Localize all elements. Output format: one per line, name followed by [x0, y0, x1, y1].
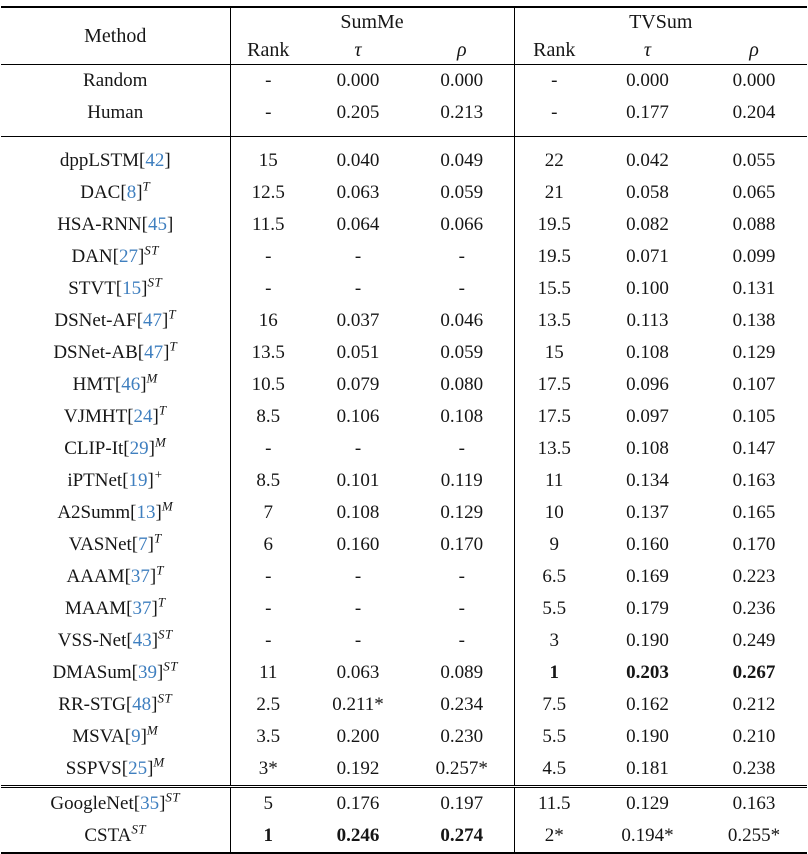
summe-rank-cell: 3*	[230, 753, 306, 787]
method-name: DSNet-AB	[53, 342, 138, 363]
method-cell: $MSVA[9]^M$	[72, 722, 159, 747]
method-superscript: T	[157, 594, 166, 610]
method-name: VSS-Net	[57, 630, 127, 651]
summe-rank-cell: 2.5	[230, 689, 306, 721]
tvsum-rho-cell: 0.204	[732, 102, 776, 123]
summe-rho-cell: 0.059	[440, 342, 484, 363]
summe-rank-cell: 6	[230, 529, 306, 561]
summe-rho-cell: -	[458, 438, 465, 459]
table-row	[1, 97, 807, 137]
method-superscript: +	[153, 466, 164, 482]
tvsum-rank-cell: 2*	[514, 820, 594, 853]
tvsum-tau-cell: 0.203	[626, 662, 669, 683]
tvsum-rank-cell: 19.5	[514, 241, 594, 273]
summe-rho-cell: 0.129	[440, 502, 484, 523]
tvsum-rank-cell: 19.5	[514, 209, 594, 241]
summe-rho-cell: -	[458, 566, 465, 587]
tvsum-rank-cell: 17.5	[514, 369, 594, 401]
tvsum-tau-cell: 0.071	[626, 246, 669, 267]
method-superscript: T	[156, 562, 164, 578]
summe-rho-cell: 0.080	[440, 374, 484, 395]
method-name: Human	[87, 102, 144, 123]
summe-tau-cell: 0.079	[336, 374, 380, 395]
method-cell	[1, 820, 230, 853]
summe-tau-cell: 0.160	[336, 534, 380, 555]
method-name: Random	[83, 70, 148, 91]
summe-rho-cell: -	[458, 246, 465, 267]
method-superscript: ST	[163, 658, 179, 674]
table-row	[1, 209, 807, 241]
citation-link[interactable]: 39	[137, 662, 157, 683]
summe-rho-cell: 0.170	[440, 534, 484, 555]
summe-tau-cell: 0.000	[336, 70, 380, 91]
citation-link[interactable]: 37	[132, 598, 152, 619]
tvsum-tau-cell: 0.190	[626, 630, 669, 651]
citation-link[interactable]: 42	[145, 150, 165, 171]
summe-rank-header: Rank	[230, 36, 306, 65]
tvsum-rank-cell: 9	[514, 529, 594, 561]
method-superscript: T	[169, 338, 178, 354]
method-name: VASNet	[68, 534, 132, 555]
table-row	[1, 465, 807, 497]
tvsum-tau-cell: 0.169	[626, 566, 669, 587]
tvsum-rank-cell: 10	[514, 497, 594, 529]
tvsum-tau-cell: 0.160	[626, 534, 669, 555]
tvsum-rho-cell: 0.223	[732, 566, 776, 587]
tvsum-tau-cell: 0.058	[626, 182, 669, 203]
method-name: DMASum	[52, 662, 132, 683]
tvsum-tau-cell: 0.190	[626, 726, 669, 747]
table-row	[1, 561, 807, 593]
method-cell: $AAAM[37]^T$	[66, 562, 164, 587]
tvsum-rho-cell: 0.238	[732, 758, 776, 779]
method-cell: HSA-RNN[45]	[57, 214, 174, 235]
method-cell: CLIP-$It[29]^M$	[64, 434, 167, 459]
table-row	[1, 65, 807, 98]
summe-rho-cell: 0.234	[440, 694, 484, 715]
citation-link[interactable]: 48	[132, 694, 152, 715]
tvsum-rho-cell: 0.236	[732, 598, 776, 619]
method-superscript: ST	[144, 242, 160, 258]
summe-rho-cell: 0.274	[440, 825, 484, 846]
tvsum-rho-cell: 0.147	[732, 438, 776, 459]
summe-rho-cell: 0.257*	[435, 758, 488, 779]
table-header	[1, 7, 807, 65]
method-name: A2Summ	[57, 502, 131, 523]
method-cell	[1, 65, 230, 98]
summe-rank-cell: 10.5	[230, 369, 306, 401]
tvsum-rank-cell: 11.5	[514, 787, 594, 821]
tvsum-tau-cell: 0.042	[594, 137, 701, 178]
tvsum-rho-cell: 0.000	[732, 70, 776, 91]
citation-link[interactable]: 13	[136, 502, 156, 523]
method-superscript: T	[153, 530, 162, 546]
method-cell: DSNet-$AF[47]^T$	[54, 306, 177, 331]
summe-tau-cell: -	[354, 278, 362, 299]
method-superscript: ST	[147, 274, 163, 290]
summe-rank-cell: 13.5	[230, 337, 306, 369]
tvsum-rank-cell: 21	[514, 177, 594, 209]
tvsum-rho-cell: 0.165	[732, 502, 776, 523]
table-row	[1, 401, 807, 433]
summe-tau-cell: 0.205	[336, 102, 380, 123]
method-cell: $RR-STG[48]^{ST}$	[58, 690, 173, 715]
summe-tau-cell: -	[354, 598, 362, 619]
summe-rho-cell: 0.197	[410, 787, 514, 821]
tvsum-rho-cell: 0.107	[732, 374, 776, 395]
citation-link[interactable]: 45	[147, 214, 167, 235]
method-cell: $MAAM[37]^T$	[64, 594, 166, 619]
tvsum-rho-cell: 0.065	[732, 182, 776, 203]
citation-link[interactable]: 43	[132, 630, 152, 651]
method-superscript: T	[168, 306, 177, 322]
method-name: AAAM	[66, 566, 125, 587]
summe-rank-cell: -	[230, 433, 306, 465]
summe-tau-cell: -	[354, 566, 362, 587]
tvsum-rank-cell: 11	[514, 465, 594, 497]
tvsum-tau-cell: 0.177	[626, 102, 669, 123]
summe-rho-cell: 0.046	[440, 310, 484, 331]
method-superscript: M	[154, 434, 167, 450]
summe-tau-cell: -	[354, 630, 362, 651]
tvsum-rho-cell: 0.088	[732, 214, 776, 235]
table-row	[1, 625, 807, 657]
summe-rank-cell: 3.5	[230, 721, 306, 753]
tvsum-rho-cell: 0.249	[732, 630, 776, 651]
summe-rho-cell: 0.059	[440, 182, 484, 203]
method-cell: $A2Summ[13]^M$	[57, 498, 174, 523]
tvsum-rank-cell: -	[514, 65, 594, 98]
method-cell: $HMT[46]^M$	[72, 370, 158, 395]
tvsum-tau-cell: 0.100	[626, 278, 669, 299]
method-cell: $SSPVS[25]^M$	[65, 754, 165, 779]
summe-tau-cell: -	[354, 246, 362, 267]
table-row	[1, 529, 807, 561]
tvsum-rank-cell: 17.5	[514, 401, 594, 433]
tvsum-rho-cell: 0.267	[732, 662, 776, 683]
method-name: dppLSTM	[59, 150, 140, 171]
summe-tau-cell: 0.211*	[332, 694, 384, 715]
method-superscript: T	[158, 402, 167, 418]
table-row	[1, 273, 807, 305]
summe-rho-cell: -	[458, 278, 465, 299]
method-cell: $VASNet[7]^T$	[68, 530, 162, 555]
tvsum-tau-cell: 0.134	[626, 470, 669, 491]
table-row	[1, 177, 807, 209]
tvsum-rank-cell: 13.5	[514, 433, 594, 465]
method-name: DAC	[80, 182, 121, 203]
tvsum-rho-cell: 0.163	[701, 787, 807, 821]
summe-tau-cell: 0.192	[336, 758, 380, 779]
tvsum-tau-cell: 0.096	[626, 374, 669, 395]
method-name: CSTA	[84, 825, 132, 846]
summe-tau-cell: 0.176	[306, 787, 410, 821]
citation-link[interactable]: 35	[140, 793, 160, 814]
tvsum-rho-cell: 0.055	[701, 137, 807, 178]
tvsum-rank-cell: 5.5	[514, 593, 594, 625]
tvsum-rank-cell: 22	[514, 137, 594, 178]
tvsum-tau-cell: 0.194*	[621, 825, 674, 846]
summe-rank-cell: 7	[230, 497, 306, 529]
tvsum-tau-cell: 0.179	[626, 598, 669, 619]
table-row	[1, 787, 807, 821]
summe-tau-cell: -	[354, 438, 362, 459]
tvsum-tau-cell: 0.129	[594, 787, 701, 821]
tvsum-rank-cell: 15.5	[514, 273, 594, 305]
method-superscript: M	[161, 498, 174, 514]
summe-rank-cell: -	[230, 625, 306, 657]
method-name: RR-STG	[58, 694, 126, 715]
table-row	[1, 369, 807, 401]
citation-link[interactable]: 15	[122, 278, 142, 299]
results-table	[1, 6, 807, 854]
summe-rank-cell: 11.5	[230, 209, 306, 241]
method-name: MSVA	[72, 726, 125, 747]
method-superscript: ST	[131, 821, 147, 837]
tvsum-group-header: TVSum	[514, 7, 807, 36]
table-row	[1, 337, 807, 369]
method-superscript: M	[153, 754, 165, 770]
summe-rho-cell: 0.230	[440, 726, 484, 747]
method-name: CLIP-It	[64, 438, 124, 459]
tvsum-rank-cell: -	[514, 97, 594, 137]
tvsum-tau-cell: 0.097	[626, 406, 669, 427]
method-cell: $DMASum[39]^{ST}$	[52, 658, 179, 683]
summe-rank-cell: -	[230, 97, 306, 137]
method-name: DAN	[71, 246, 113, 267]
citation-link[interactable]: 47	[143, 310, 163, 331]
table-row	[1, 689, 807, 721]
summe-rho-cell: 0.108	[440, 406, 484, 427]
method-superscript: ST	[157, 690, 173, 706]
tvsum-rho-cell: 0.255*	[727, 825, 781, 846]
method-cell: VSS-$Net[43]^{ST}$	[57, 626, 173, 651]
table-row	[1, 593, 807, 625]
method-name: DSNet-AF	[54, 310, 137, 331]
tvsum-tau-cell: 0.137	[626, 502, 669, 523]
method-cell: $STVT[15]^{ST}$	[68, 274, 163, 299]
table-row	[1, 137, 807, 178]
summe-rank-cell: 8.5	[230, 465, 306, 497]
summe-rank-cell: -	[230, 561, 306, 593]
citation-link[interactable]: 29	[129, 438, 149, 459]
tvsum-rank-cell: 7.5	[514, 689, 594, 721]
summe-rank-cell: -	[230, 241, 306, 273]
summe-tau-cell: 0.200	[336, 726, 380, 747]
summe-rank-cell: 15	[230, 137, 306, 178]
summe-rho-cell: 0.089	[440, 662, 484, 683]
method-superscript: M	[146, 370, 158, 386]
summe-rank-cell: -	[230, 593, 306, 625]
tvsum-rank-cell: 3	[514, 625, 594, 657]
header-row-groups	[1, 7, 807, 36]
table-row	[1, 497, 807, 529]
summe-rank-cell: 11	[230, 657, 306, 689]
summe-tau-cell: 0.106	[336, 406, 380, 427]
tvsum-rho-cell: 0.138	[732, 310, 776, 331]
summe-rho-cell: 0.049	[410, 137, 514, 178]
table-row	[1, 433, 807, 465]
summe-rank-cell: 16	[230, 305, 306, 337]
summe-group-header: SumMe	[230, 7, 514, 36]
tvsum-tau-cell: 0.162	[626, 694, 669, 715]
tvsum-rho-cell: 0.099	[732, 246, 776, 267]
table-row	[1, 305, 807, 337]
method-column-header: Method	[1, 7, 230, 65]
method-superscript: ST	[165, 789, 181, 805]
citation-link[interactable]: 27	[118, 246, 138, 267]
tvsum-rho-cell: 0.212	[732, 694, 776, 715]
summe-rho-header: ρ	[410, 36, 514, 65]
summe-tau-cell: 0.040	[306, 137, 410, 178]
method-name: HMT	[72, 374, 115, 395]
tvsum-tau-cell: 0.181	[626, 758, 669, 779]
citation-link[interactable]: 25	[128, 758, 148, 779]
summe-tau-cell: 0.063	[336, 662, 380, 683]
summe-rank-cell: -	[230, 273, 306, 305]
summe-tau-cell: 0.108	[336, 502, 380, 523]
method-cell: dppLSTM[42]	[1, 137, 230, 178]
table-row	[1, 820, 807, 853]
method-name: GoogleNet	[50, 793, 134, 814]
tvsum-rho-cell: 0.210	[732, 726, 776, 747]
summe-rank-cell: 12.5	[230, 177, 306, 209]
table-row	[1, 721, 807, 753]
citation-link[interactable]: 24	[133, 406, 153, 427]
tvsum-rank-cell: 5.5	[514, 721, 594, 753]
summe-rank-cell: 5	[230, 787, 306, 821]
summe-tau-cell: 0.064	[336, 214, 380, 235]
method-superscript: T	[142, 178, 151, 194]
summe-tau-cell: 0.246	[336, 825, 380, 846]
tvsum-rho-cell: 0.163	[732, 470, 776, 491]
tvsum-rho-cell: 0.170	[732, 534, 776, 555]
method-name: STVT	[68, 278, 116, 299]
tvsum-tau-cell: 0.108	[626, 342, 669, 363]
summe-tau-header: τ	[306, 36, 410, 65]
summe-rho-cell: -	[458, 630, 465, 651]
summe-tau-cell: 0.037	[336, 310, 380, 331]
citation-link[interactable]: 8	[126, 182, 137, 203]
method-name: iPTNet	[67, 470, 123, 491]
summe-rho-cell: 0.119	[440, 470, 483, 491]
tvsum-rank-header: Rank	[514, 36, 594, 65]
tvsum-rank-cell: 15	[514, 337, 594, 369]
method-name: MAAM	[64, 598, 127, 619]
table-row	[1, 241, 807, 273]
method-name: HSA-RNN	[57, 214, 142, 235]
tvsum-rho-header: ρ	[701, 36, 807, 65]
summe-rho-cell: 0.066	[440, 214, 484, 235]
citation-link[interactable]: 47	[144, 342, 164, 363]
citation-link[interactable]: 9	[131, 726, 141, 747]
method-superscript: M	[146, 722, 159, 738]
tvsum-rho-cell: 0.105	[732, 406, 776, 427]
method-name: VJMHT	[63, 406, 128, 427]
method-cell: DSNet-$AB[47]^T$	[53, 338, 178, 363]
tvsum-rho-cell: 0.129	[732, 342, 776, 363]
summe-rho-cell: -	[458, 598, 465, 619]
method-cell: $DAC[8]^T$	[80, 178, 151, 203]
table-row	[1, 657, 807, 689]
method-cell: $VJMHT[24]^T$	[63, 402, 167, 427]
summe-tau-cell: 0.101	[336, 470, 380, 491]
tvsum-tau-cell: 0.000	[626, 70, 669, 91]
table-body	[1, 65, 807, 854]
method-cell	[1, 97, 230, 137]
citation-link[interactable]: 7	[138, 534, 148, 555]
tvsum-tau-header: τ	[594, 36, 701, 65]
summe-rank-cell: 1	[230, 820, 306, 853]
citation-link[interactable]: 19	[128, 470, 148, 491]
tvsum-tau-cell: 0.113	[626, 310, 669, 331]
citation-link[interactable]: 37	[130, 566, 150, 587]
tvsum-rank-cell: 4.5	[514, 753, 594, 787]
tvsum-rho-cell: 0.131	[732, 278, 776, 299]
method-name: SSPVS	[65, 758, 122, 779]
summe-rank-cell: 8.5	[230, 401, 306, 433]
summe-tau-cell: 0.051	[336, 342, 380, 363]
summe-rho-cell: 0.213	[440, 102, 484, 123]
summe-rank-cell: -	[230, 65, 306, 98]
method-cell: $GoogleNet[35]^{ST}$	[1, 787, 230, 821]
summe-rho-cell: 0.000	[440, 70, 484, 91]
tvsum-tau-cell: 0.108	[626, 438, 669, 459]
tvsum-rank-cell: 6.5	[514, 561, 594, 593]
method-superscript: ST	[158, 626, 173, 642]
tvsum-rank-cell: 1	[514, 657, 594, 689]
citation-link[interactable]: 46	[121, 374, 141, 395]
tvsum-tau-cell: 0.082	[626, 214, 669, 235]
tvsum-rank-cell: 13.5	[514, 305, 594, 337]
method-cell: iPTNet[19]+	[67, 466, 164, 491]
table-row	[1, 753, 807, 787]
method-cell: $DAN[27]^{ST}$	[71, 242, 160, 267]
summe-tau-cell: 0.063	[336, 182, 380, 203]
